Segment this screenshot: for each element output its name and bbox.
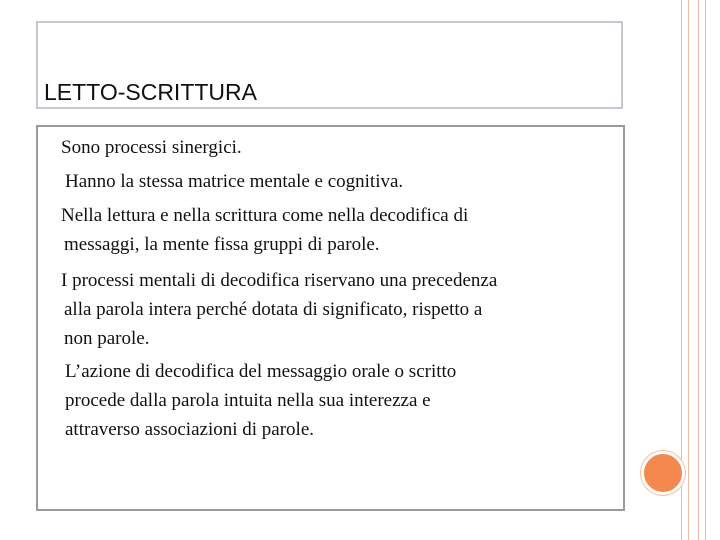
paragraph-line: procede dalla parola intuita nella sua interezza e <box>65 390 431 411</box>
paragraph-4 <box>61 266 497 353</box>
decorative-rule <box>705 0 706 540</box>
paragraph-line: I processi mentali di decodifica riservano una precedenza <box>61 270 498 291</box>
slide-title: LETTO-SCRITTURA <box>44 79 257 105</box>
paragraph-line: Hanno la stessa matrice mentale e cognitiva. <box>65 171 404 192</box>
decorative-rule <box>698 0 699 540</box>
paragraph-5 <box>65 357 456 444</box>
paragraph-line: messaggi, la mente fissa gruppi di parole. <box>64 234 380 255</box>
paragraph-line: alla parola intera perché dotata di significato, rispetto a <box>64 299 483 320</box>
decorative-rule <box>688 0 689 540</box>
paragraph-3 <box>61 201 468 259</box>
decorative-circle <box>641 451 685 495</box>
paragraph-line: attraverso associazioni di parole. <box>65 419 315 440</box>
paragraph-2 <box>65 167 403 196</box>
paragraph-line: non parole. <box>64 328 150 349</box>
paragraph-line: Sono processi sinergici. <box>61 137 242 158</box>
content-placeholder[interactable] <box>36 125 625 511</box>
decorative-rule <box>681 0 682 540</box>
paragraph-line: L’azione di decodifica del messaggio orale o scritto <box>65 361 457 382</box>
paragraph-line: Nella lettura e nella scrittura come nella decodifica di <box>61 205 469 226</box>
title-placeholder[interactable] <box>36 21 623 109</box>
paragraph-1 <box>61 133 242 162</box>
